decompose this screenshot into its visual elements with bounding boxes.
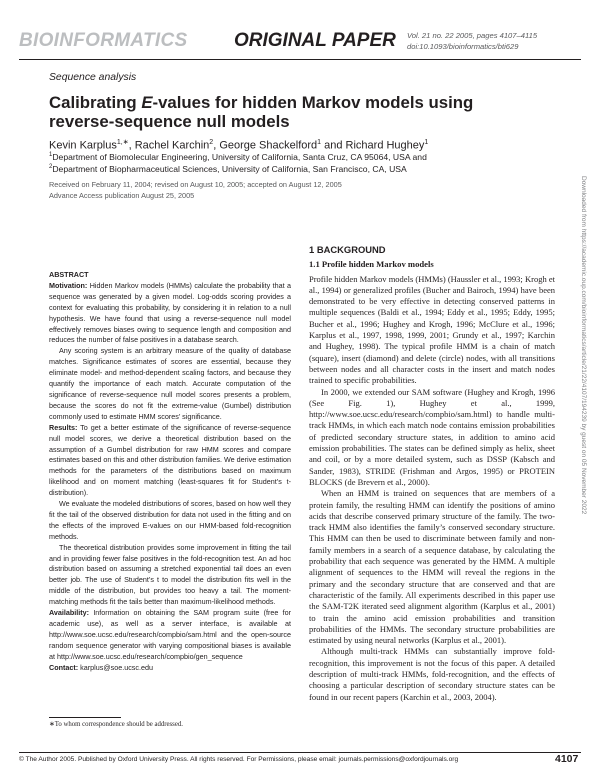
author-sup: 1,∗ (116, 139, 129, 146)
journal-name: BIOINFORMATICS (19, 30, 188, 51)
title-part: -values for hidden Markov models using (152, 93, 474, 112)
footnote: ∗To whom correspondence should be addressed. (49, 721, 183, 728)
paper-title (49, 93, 569, 131)
author: Kevin Karplus (49, 139, 117, 152)
affil-sup: 2 (49, 164, 53, 171)
author-list (49, 138, 428, 152)
availability-label: Availability: (49, 608, 90, 618)
page-number: 4107 (555, 753, 579, 765)
body-column (309, 244, 555, 703)
contact-label: Contact: (49, 662, 79, 672)
header-rule (19, 59, 581, 60)
body-paragraph: Profile hidden Markov models (HMMs) (Haussler et al., 1993; Krogh et al., 1994) or generalized profiles (Bucher and Bairoch, 1994) have been demonstrated to be very effective in detecting conserved patterns in multiple sequences (Baldi et al., 1994; Eddy et al., 1995; Eddy, 1995; Bucher et al., 1996; Hughey and Krogh, 1996; McClure et al., 1996; Karplus et al., 1997, 1998, 1999, 2001; Grundy et al., 1997; Karchin and Hughey, 1998). The typical profile HMM is a chain of match (square), insert (diamond) and delete (circle) nodes, with all transitions between nodes and all character costs in the insert and match nodes trained to specific probabilities. (309, 273, 555, 386)
citation-volume: Vol. 21 no. 22 2005, pages 4107–4115 (407, 31, 538, 40)
body-paragraph: When an HMM is trained on sequences that are members of a protein family, the resulting HMM can identify the positions of amino acids that describe conserved primary structure of the family. The two-track HMM also identifies the family’s conserved secondary structure. This HMM can then be used to discriminate between family and non-family members in a search of a sequence database, by calculating the probability that each sequence was generated by the HMM. A multiple alignment of sequences to the HMM will reveal the regions in the primary and the secondary structure that are conserved and that are characteristic of the family. All experiments described in this paper use the SAM-T2K iterated seed alignment algorithm (Karplus et al., 2001) to train the amino acid emission probabilities and transition probabilities of the HMMs. The secondary structure probabilities are estimated by using neural networks (Karplus et al., 2001). (309, 488, 555, 646)
paper-type: ORIGINAL PAPER (234, 30, 396, 51)
author: and Richard Hughey (321, 139, 425, 152)
title-line-1 (49, 93, 569, 112)
results-label: Results: (49, 422, 78, 432)
citation-doi[interactable]: doi:10.1093/bioinformatics/bti629 (407, 42, 519, 51)
body-paragraph: In 2000, we extended our SAM software (Hughey and Krogh, 1996 (See Fig. 1), Hughey et al., 1999, http://www.soe.ucsc.edu/research/compbio/sam.html) to handle multi-track HMMs, in which each match node contains emission probabilities of predicted secondary structure states, in addition to amino acid emission probabilities. The states can be defined simply as helix, sheet and coil, or by a more detailed system, such as DSSP (Kabsch and Sander, 1983), STRIDE (Frishman and Argos, 1995) or PROTEIN BLOCKS (de Brevern et al., 2000). (309, 386, 555, 487)
copyright-notice: © The Author 2005. Published by Oxford University Press. All rights reserved. For Permissions, please email: journals.permissions@oxfordjournals.org (19, 756, 459, 763)
body-paragraph: Although multi-track HMMs can substantially improve fold-recognition, this improvement is not the focus of this paper. A detailed description of multi-track HMMs, fold-recognition, and the effects of choosing a particular description of secondary structure states can be found in our recent papers (Karchin et al., 2003, 2004). (309, 646, 555, 702)
affil-text: Department of Biopharmaceutical Sciences, University of California, San Francisco, CA, USA (52, 164, 407, 174)
abstract-motivation (49, 281, 291, 346)
advance-access: Advance Access publication August 25, 2005 (49, 191, 195, 200)
abstract-contact (49, 663, 291, 674)
motivation-text: Hidden Markov models (HMMs) calculate the probability that a sequence was generated by a given model. Log-odds scoring provides a context for evaluating this probability, by considering it in relation to a null hypothesis. We have found that using a reverse-sequence null model effectively removes biases owing to sequence length and composition and reduces the number of false positives in a database search. (49, 280, 291, 345)
abstract (49, 270, 291, 674)
footer-rule (19, 752, 581, 753)
affiliation-2 (49, 164, 407, 174)
author-sup: 1 (317, 139, 322, 146)
title-italic-e: E (141, 93, 153, 112)
download-text[interactable]: Downloaded from https://academic.oup.com/bioinformatics/article/21/22/4107/194239 by guest on 05 November 2022 (580, 176, 587, 515)
title-line-2: reverse-sequence null models (49, 112, 290, 131)
motivation-label: Motivation: (49, 280, 88, 290)
abstract-para: Any scoring system is an arbitrary measure of the quality of database matches. Significance estimates of scores are essential, because they eliminate model- and method-dependent scaling factors, and because they quantify the importance of each match. Accurate computation of the significance of reverse-sequence null model scores presents a problem, because the scores do not fit the extreme-value (Gumbel) distribution commonly used to estimate HMM scores’ significance. (49, 346, 291, 421)
author-sup: 1 (424, 139, 429, 146)
section-tag: Sequence analysis (49, 72, 137, 83)
download-sidebar (579, 176, 591, 751)
section-heading: 1 BACKGROUND (309, 244, 386, 255)
footnote-rule (49, 717, 121, 718)
abstract-para: We evaluate the modeled distributions of scores, based on how well they fit the tail of the observed distribution for data not used in the fitting and on the effects of the improved E-values on our HMM-based fold-recognition methods. (49, 499, 291, 541)
abstract-para: The theoretical distribution provides some improvement in fitting the tail and in providing fewer false positives in the fold-recognition test. An ad hoc distribution based on assuming a stretched exponential tail does an even better job. The use of Student’s t to model the distribution fits well in the middle of the distribution, but provides too heavy a tail. The moment-matching methods fit the tails better than maximum-likelihood methods. (49, 542, 291, 607)
contact-email[interactable]: karplus@soe.ucsc.edu (78, 662, 153, 672)
title-part: Calibrating (49, 93, 142, 112)
affil-sup: 1 (49, 152, 53, 159)
results-text: To get a better estimate of the significance of reverse-sequence null model scores, we derive a theoretical distribution based on the assumption of a Gumbel distribution for raw HMM scores and compare estimates based on this and other distribution families. We derive estimation methods for the parameters of the distributions based on maximum likelihood and on moment matching (least-squares fit for Student’s t-distribution). (49, 422, 291, 498)
subsection-heading: 1.1 Profile hidden Markov models (309, 259, 434, 270)
author: , George Shackelford (213, 139, 318, 152)
affiliation-1 (49, 152, 427, 162)
availability-text[interactable]: Information on obtaining the SAM program suite (free for academic use), as well as a server interface, is available at http://www.soe.ucsc.edu/research/compbio/sam.html and the open-source random sequence generator with varying compositional biases is available at http://www.soe.ucsc.edu/research/compbio/gen_sequence (49, 608, 291, 661)
affil-text: Department of Biomolecular Engineering, University of California, Santa Cruz, CA 95064, USA and (52, 152, 427, 162)
citation-info (407, 30, 537, 52)
author-sup: 2 (209, 139, 214, 146)
received-dates: Received on February 11, 2004; revised on August 10, 2005; accepted on August 12, 2005 (49, 180, 342, 189)
abstract-results (49, 423, 291, 499)
abstract-heading: ABSTRACT (49, 270, 89, 279)
author: , Rachel Karchin (128, 139, 210, 152)
abstract-availability (49, 608, 291, 663)
